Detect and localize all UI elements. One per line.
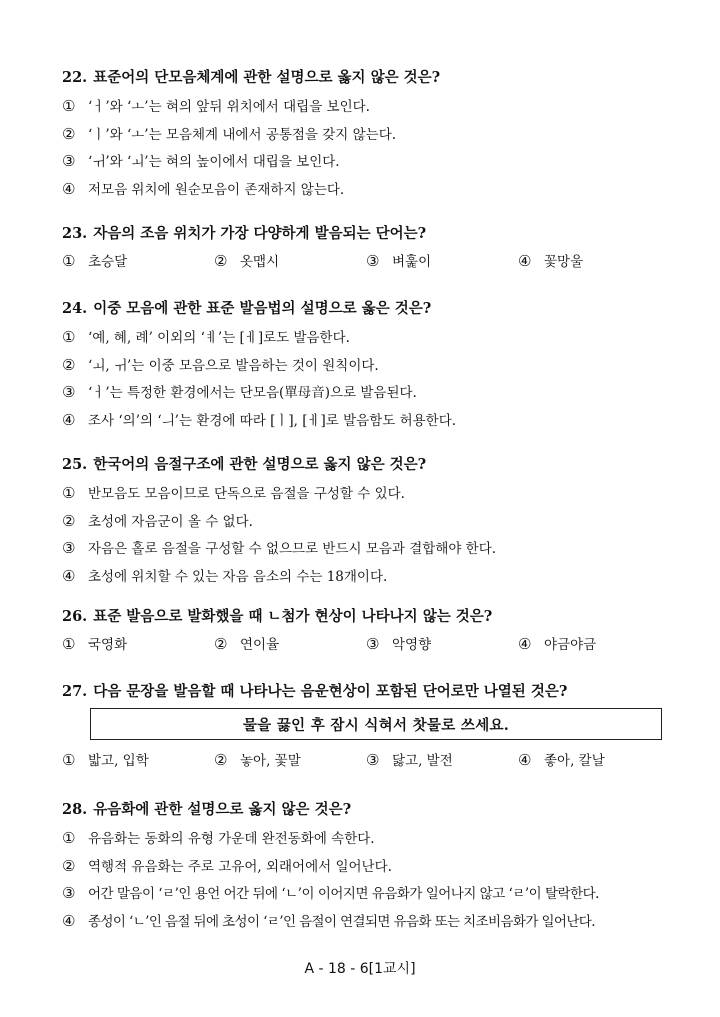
question-number: 22. bbox=[62, 69, 88, 86]
question-22 bbox=[62, 68, 672, 203]
option-list bbox=[62, 480, 672, 590]
option-4[interactable] bbox=[518, 746, 670, 775]
option-text: 초성에 자음군이 올 수 없다. bbox=[88, 513, 253, 530]
question-text: 한국어의 음절구조에 관한 설명으로 옳지 않은 것은? bbox=[93, 456, 427, 473]
option-2[interactable] bbox=[62, 352, 672, 380]
question-text: 유음화에 관한 설명으로 옳지 않은 것은? bbox=[93, 801, 352, 818]
option-mark: ④ bbox=[518, 751, 532, 769]
option-mark: ② bbox=[62, 355, 76, 374]
option-2[interactable] bbox=[62, 508, 672, 536]
option-4[interactable] bbox=[518, 247, 670, 276]
question-text: 다음 문장을 발음할 때 나타나는 음운현상이 포함된 단어로만 나열된 것은? bbox=[93, 683, 568, 700]
option-4[interactable] bbox=[62, 908, 672, 936]
option-3[interactable] bbox=[366, 247, 518, 276]
option-mark: ③ bbox=[366, 635, 380, 653]
option-list bbox=[62, 630, 672, 659]
question-28 bbox=[62, 800, 672, 935]
option-4[interactable] bbox=[62, 176, 672, 204]
option-text: ‘예, 혜, 례’ 이외의 ‘ㅖ’는 [ㅔ]로도 발음한다. bbox=[88, 330, 350, 346]
option-1[interactable] bbox=[62, 746, 214, 775]
question-text: 이중 모음에 관한 표준 발음법의 설명으로 옳은 것은? bbox=[93, 300, 432, 317]
option-mark: ③ bbox=[366, 751, 380, 769]
option-2[interactable] bbox=[62, 121, 672, 149]
question-number: 26. bbox=[62, 608, 88, 625]
option-mark: ④ bbox=[518, 252, 532, 270]
question-number: 28. bbox=[62, 801, 88, 818]
option-mark: ② bbox=[214, 751, 228, 769]
option-mark: ④ bbox=[518, 635, 532, 653]
question-text: 표준어의 단모음체계에 관한 설명으로 옳지 않은 것은? bbox=[93, 69, 441, 86]
option-text: 자음은 홀로 음절을 구성할 수 없으므로 반드시 모음과 결합해야 한다. bbox=[88, 541, 497, 557]
question-title bbox=[62, 682, 672, 702]
option-mark: ① bbox=[62, 751, 76, 769]
option-2[interactable] bbox=[214, 247, 366, 276]
option-mark: ① bbox=[62, 635, 76, 653]
option-3[interactable] bbox=[62, 535, 672, 563]
question-text: 표준 발음으로 발화했을 때 ㄴ첨가 현상이 나타나지 않는 것은? bbox=[93, 608, 493, 625]
option-3[interactable] bbox=[62, 148, 672, 176]
question-27 bbox=[62, 682, 672, 775]
option-mark: ④ bbox=[62, 410, 76, 429]
question-text: 자음의 조음 위치가 가장 다양하게 발음되는 단어는? bbox=[93, 225, 427, 242]
question-title bbox=[62, 607, 672, 627]
option-mark: ② bbox=[62, 124, 76, 143]
option-1[interactable] bbox=[62, 93, 672, 121]
page-footer: A - 18 - 6[1교시] bbox=[304, 961, 416, 977]
option-mark: ② bbox=[214, 252, 228, 270]
option-text: ‘ㅣ’와 ‘ㅗ’는 모음체계 내에서 공통점을 갖지 않는다. bbox=[88, 126, 397, 143]
option-1[interactable] bbox=[62, 630, 214, 659]
option-1[interactable] bbox=[62, 480, 672, 508]
option-mark: ① bbox=[62, 328, 76, 346]
option-mark: ① bbox=[62, 829, 76, 847]
option-list bbox=[62, 746, 672, 775]
option-mark: ① bbox=[62, 97, 76, 115]
option-4[interactable] bbox=[518, 630, 670, 659]
question-number: 23. bbox=[62, 225, 88, 242]
option-text: 닳고, 발전 bbox=[392, 753, 453, 769]
example-sentence-box: 물을 끓인 후 잠시 식혀서 찻물로 쓰세요. bbox=[90, 708, 662, 740]
option-3[interactable] bbox=[62, 880, 672, 908]
question-26 bbox=[62, 607, 672, 659]
option-1[interactable] bbox=[62, 324, 672, 352]
option-list bbox=[62, 324, 672, 434]
option-1[interactable] bbox=[62, 247, 214, 276]
option-text: 국영화 bbox=[88, 637, 128, 653]
question-title bbox=[62, 68, 672, 88]
question-23 bbox=[62, 224, 672, 276]
question-title bbox=[62, 800, 672, 820]
option-4[interactable] bbox=[62, 407, 672, 435]
option-2[interactable] bbox=[214, 630, 366, 659]
option-list bbox=[62, 93, 672, 203]
option-mark: ③ bbox=[62, 383, 76, 401]
option-3[interactable] bbox=[366, 746, 518, 775]
option-4[interactable] bbox=[62, 563, 672, 591]
option-text: 종성이 ‘ㄴ’인 음절 뒤에 초성이 ‘ㄹ’인 음절이 연결되면 유음화 또는 치조비음화가 일어난다. bbox=[88, 913, 595, 930]
question-number: 25. bbox=[62, 456, 88, 473]
option-text: 야금야금 bbox=[544, 637, 597, 653]
option-text: 유음화는 동화의 유형 가운데 완전동화에 속한다. bbox=[88, 831, 375, 847]
option-text: 초승달 bbox=[88, 254, 128, 270]
option-text: 초성에 위치할 수 있는 자음 음소의 수는 18개이다. bbox=[88, 568, 388, 585]
option-text: 밟고, 입학 bbox=[88, 753, 149, 769]
option-mark: ④ bbox=[62, 911, 76, 930]
option-mark: ③ bbox=[366, 252, 380, 270]
option-text: 연이율 bbox=[240, 637, 280, 653]
option-text: 반모음도 모음이므로 단독으로 음절을 구성할 수 있다. bbox=[88, 486, 405, 502]
option-1[interactable] bbox=[62, 825, 672, 853]
option-mark: ② bbox=[62, 856, 76, 875]
option-mark: ④ bbox=[62, 179, 76, 198]
option-mark: ③ bbox=[62, 539, 76, 557]
option-text: 벼훑이 bbox=[392, 254, 432, 270]
option-text: 저모음 위치에 원순모음이 존재하지 않는다. bbox=[88, 181, 345, 198]
option-mark: ② bbox=[62, 511, 76, 530]
option-mark: ③ bbox=[62, 152, 76, 170]
option-text: 역행적 유음화는 주로 고유어, 외래어에서 일어난다. bbox=[88, 858, 392, 875]
question-title bbox=[62, 299, 672, 319]
option-text: 조사 ‘의’의 ‘ㅢ’는 환경에 따라 [ㅣ], [ㅔ]로 발음함도 허용한다. bbox=[88, 412, 457, 429]
option-text: 좋아, 칼날 bbox=[544, 753, 605, 769]
option-text: 놓아, 꽃말 bbox=[240, 753, 301, 769]
option-2[interactable] bbox=[62, 853, 672, 881]
question-number: 27. bbox=[62, 683, 88, 700]
option-list bbox=[62, 825, 672, 935]
option-text: 옷맵시 bbox=[240, 254, 280, 270]
option-text: 꽃망울 bbox=[544, 254, 584, 270]
option-text: ‘ㅟ’와 ‘ㅚ’는 혀의 높이에서 대립을 보인다. bbox=[88, 154, 340, 170]
option-text: 어간 말음이 ‘ㄹ’인 용언 어간 뒤에 ‘ㄴ’이 이어지면 유음화가 일어나지 않고 ‘ㄹ’이 탈락한다. bbox=[88, 886, 599, 902]
option-mark: ④ bbox=[62, 566, 76, 585]
option-list bbox=[62, 247, 672, 276]
question-number: 24. bbox=[62, 300, 88, 317]
option-text: 악영향 bbox=[392, 637, 432, 653]
option-text: ‘ㅓ’는 특정한 환경에서는 단모음(單母音)으로 발음된다. bbox=[88, 385, 417, 401]
question-title bbox=[62, 224, 672, 244]
option-3[interactable] bbox=[366, 630, 518, 659]
question-24 bbox=[62, 299, 672, 434]
question-title bbox=[62, 455, 672, 475]
option-3[interactable] bbox=[62, 379, 672, 407]
option-mark: ② bbox=[214, 635, 228, 653]
option-mark: ③ bbox=[62, 884, 76, 902]
option-text: ‘ㅚ, ㅟ’는 이중 모음으로 발음하는 것이 원칙이다. bbox=[88, 357, 379, 374]
question-25 bbox=[62, 455, 672, 590]
option-mark: ① bbox=[62, 484, 76, 502]
option-mark: ① bbox=[62, 252, 76, 270]
option-2[interactable] bbox=[214, 746, 366, 775]
option-text: ‘ㅓ’와 ‘ㅗ’는 혀의 앞뒤 위치에서 대립을 보인다. bbox=[88, 99, 370, 115]
